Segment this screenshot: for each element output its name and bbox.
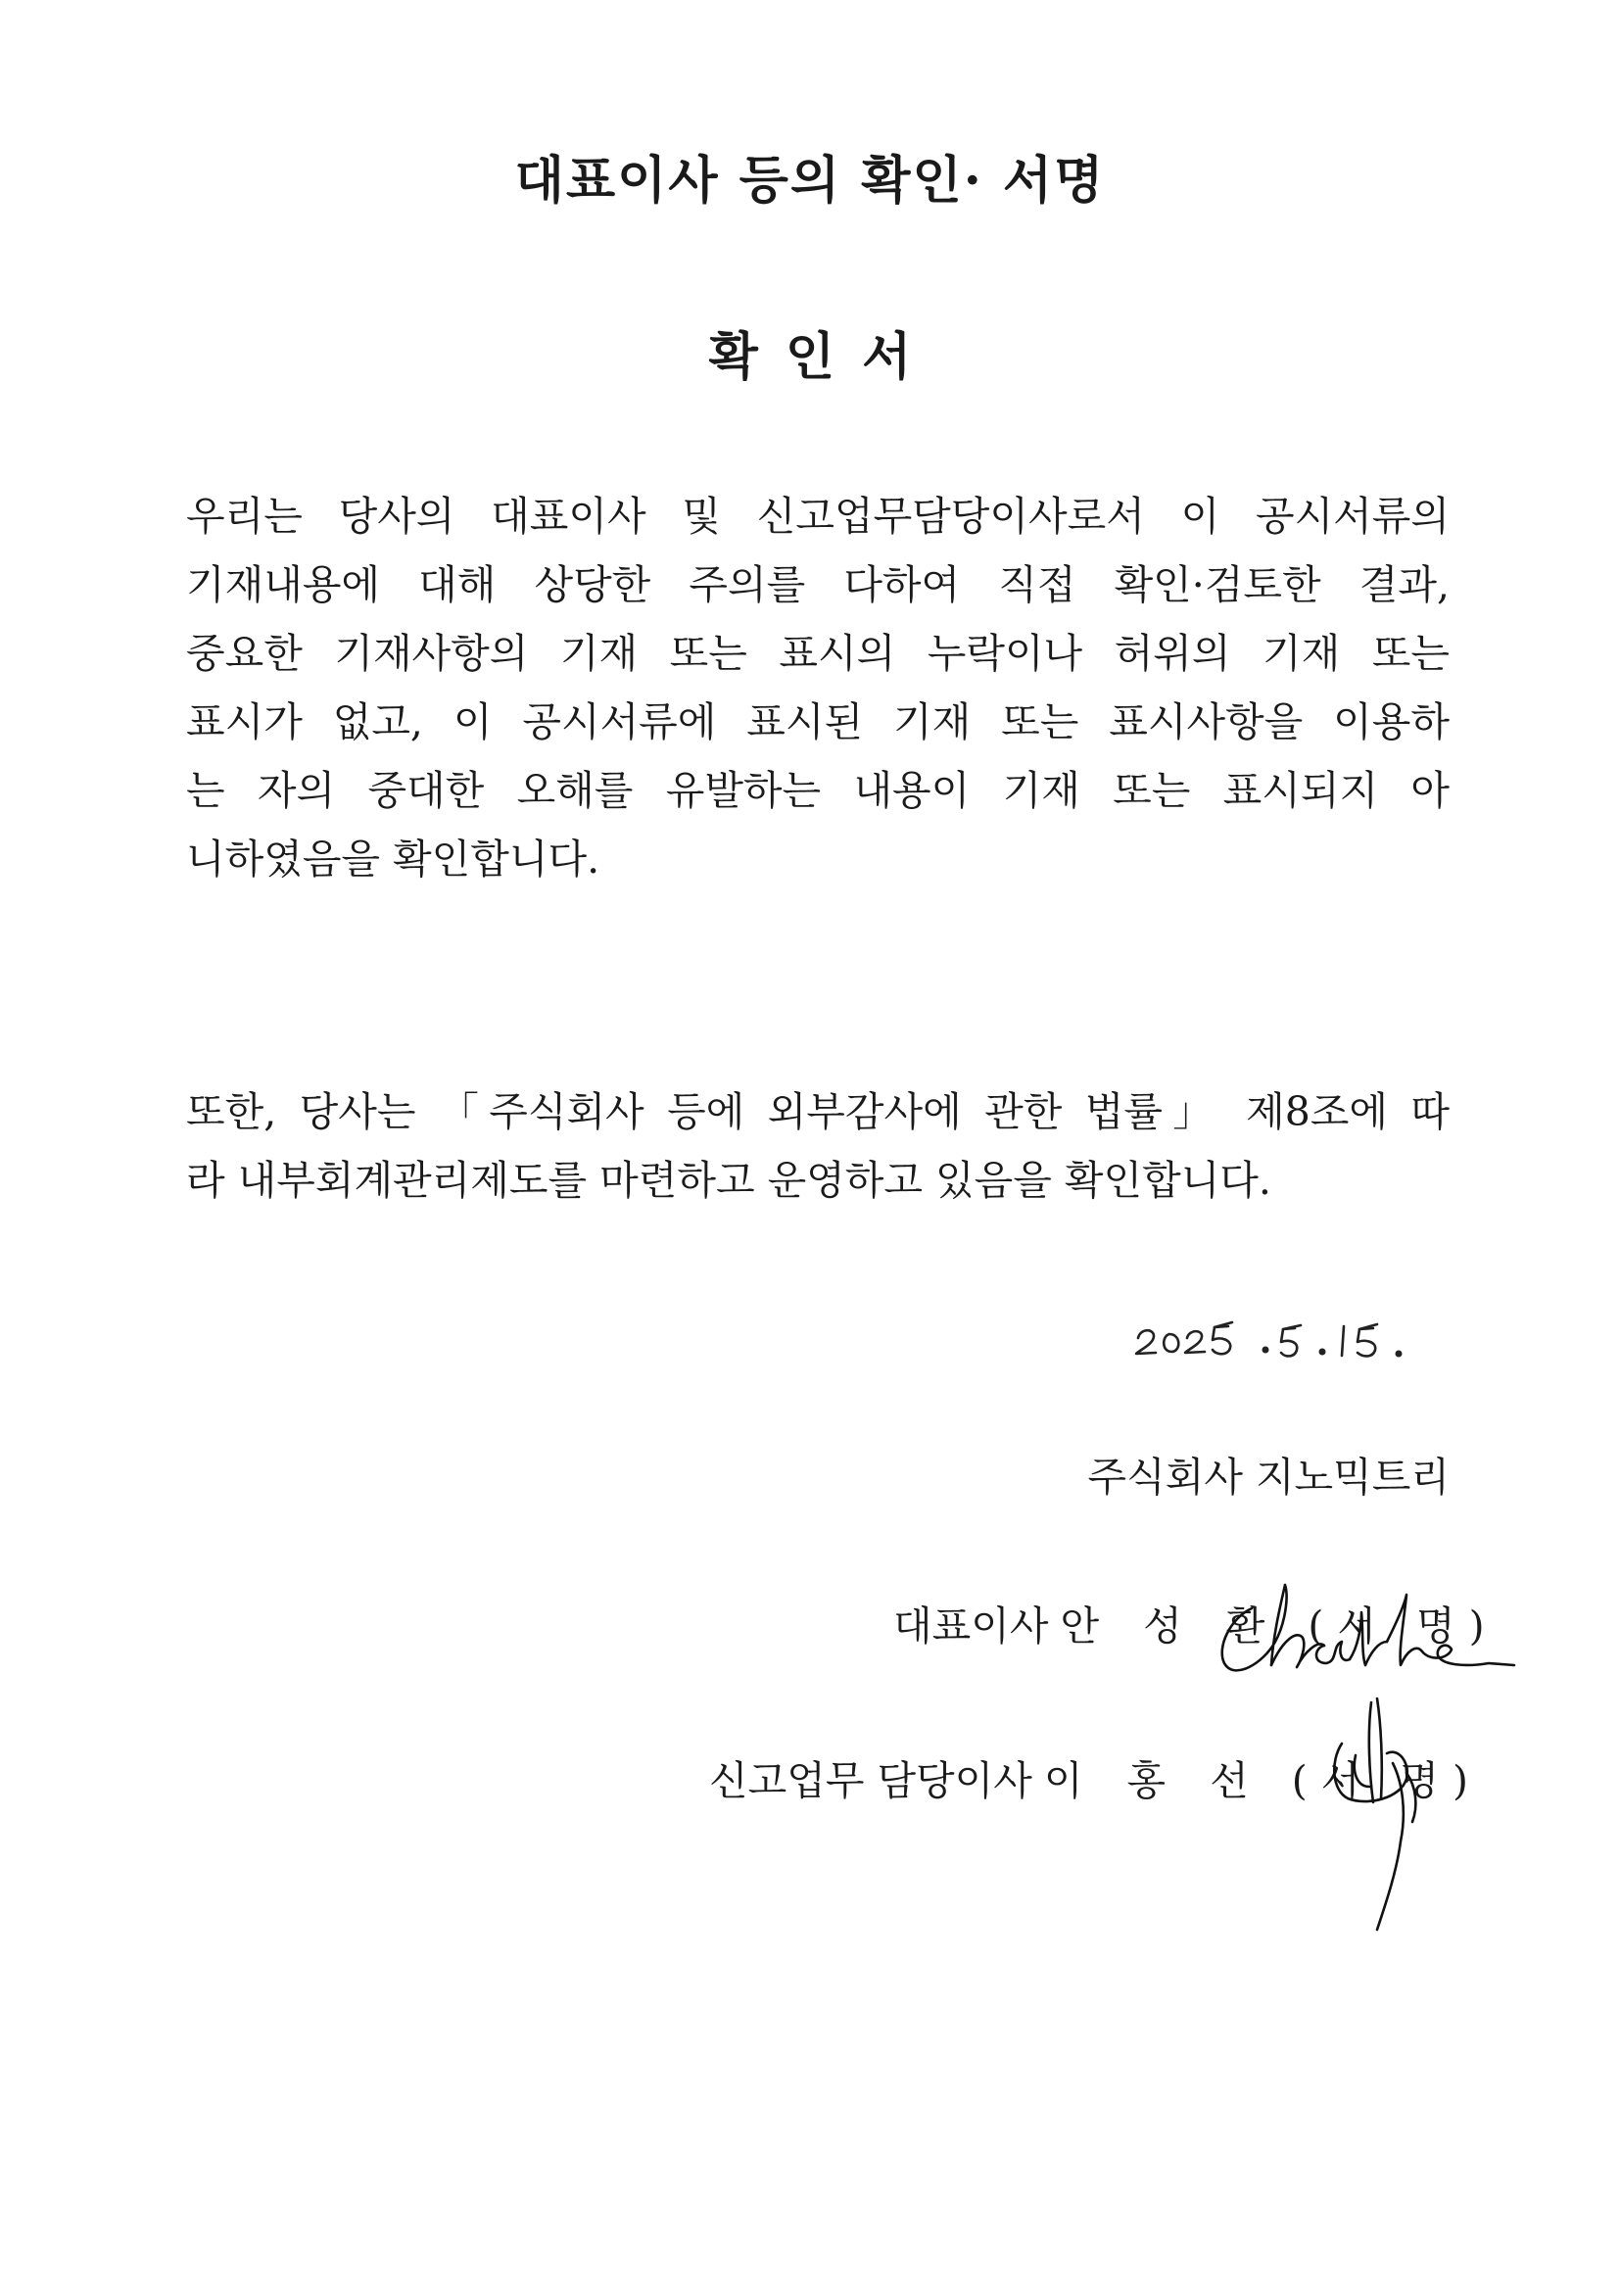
- paragraph-line: 라 내부회계관리제도를 마련하고 운영하고 있음을 확인합니다.: [186, 1157, 1271, 1204]
- paragraph-line: 또한, 당사는 「주식회사 등에 외부감사에 관한 법률」 제8조에 따: [186, 1088, 1450, 1135]
- document-title: 대표이사 등의 확인· 서명: [514, 151, 1106, 211]
- company-name: 주식회사 지노믹트리: [1087, 1454, 1450, 1501]
- paragraph-line: 니하였음을 확인합니다.: [186, 836, 600, 883]
- ceo-signature-image: [1195, 1557, 1528, 1695]
- ceo-role: 대표이사: [893, 1602, 1049, 1650]
- document-subtitle: 확인서: [708, 327, 939, 387]
- paragraph-line: 기재내용에 대해 상당한 주의를 다하여 직접 확인·검토한 결과,: [186, 561, 1450, 608]
- ceo-handwritten-signature: [1195, 1557, 1528, 1695]
- officer-handwritten-signature: [1312, 1685, 1450, 1939]
- handwritten-date: [1126, 1299, 1459, 1377]
- officer-signature-image: [1312, 1685, 1450, 1939]
- paragraph-line: 우리는 당사의 대표이사 및 신고업무담당이사로서 이 공시서류의: [186, 493, 1450, 540]
- ceo-sign-mark: (서 명): [1308, 1602, 1499, 1650]
- officer-name: 이 홍 선: [1043, 1757, 1264, 1804]
- officer-role: 신고업무 담당이사: [709, 1757, 1032, 1804]
- paragraph-line: 중요한 기재사항의 기재 또는 표시의 누락이나 허위의 기재 또는: [186, 630, 1450, 677]
- paragraph-line: 표시가 없고, 이 공시서류에 표시된 기재 또는 표시사항을 이용하: [186, 698, 1450, 745]
- internal-control-paragraph: [186, 1077, 1450, 1215]
- confirmation-paragraph: [186, 482, 1450, 893]
- handwritten-date-image: [1126, 1299, 1459, 1377]
- ceo-name: 안 성 환: [1060, 1602, 1281, 1650]
- officer-sign-mark: (서 명): [1291, 1757, 1483, 1804]
- paragraph-line: 는 자의 중대한 오해를 유발하는 내용이 기재 또는 표시되지 아: [186, 767, 1450, 814]
